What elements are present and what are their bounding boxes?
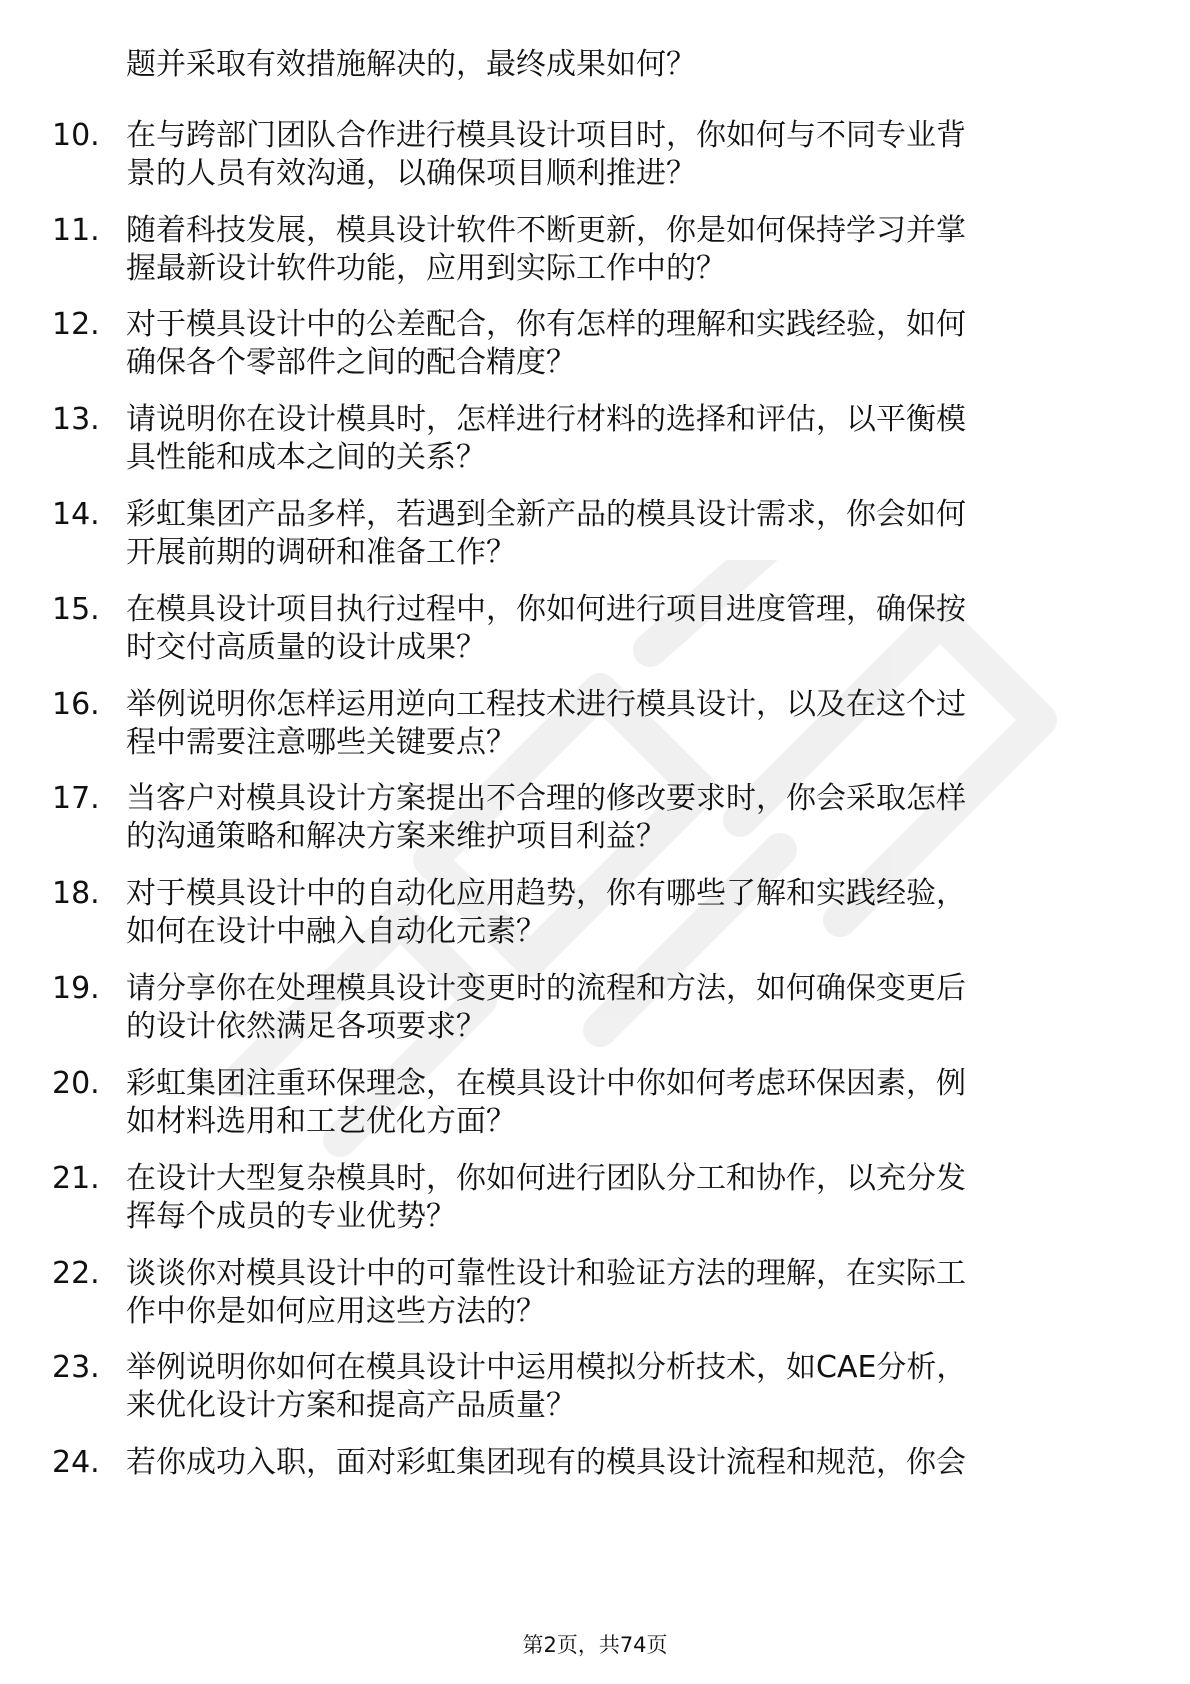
item-text-line: 彩虹集团产品多样，若遇到全新产品的模具设计需求，你会如何	[126, 497, 966, 532]
item-text-line: 在与跨部门团队合作进行模具设计项目时，你如何与不同专业背	[126, 118, 966, 153]
list-item	[0, 778, 1190, 864]
list-item	[0, 115, 1190, 201]
item-number: 17.	[52, 781, 100, 816]
list-item	[0, 589, 1190, 675]
list-item	[0, 494, 1190, 580]
list-item	[0, 1063, 1190, 1149]
list-item	[0, 44, 1190, 92]
item-text-line: 握最新设计软件功能，应用到实际工作中的？	[126, 251, 726, 286]
item-number: 24.	[52, 1445, 100, 1480]
item-number: 13.	[52, 402, 100, 437]
item-number: 21.	[52, 1161, 100, 1196]
item-text-line: 当客户对模具设计方案提出不合理的修改要求时，你会采取怎样	[126, 781, 966, 816]
item-text-line: 请分享你在处理模具设计变更时的流程和方法，如何确保变更后	[126, 971, 966, 1006]
item-text-line: 请说明你在设计模具时，怎样进行材料的选择和评估，以平衡模	[126, 402, 966, 437]
item-text-line: 题并采取有效措施解决的，最终成果如何？	[126, 47, 696, 82]
list-item	[0, 873, 1190, 959]
item-text-line: 确保各个零部件之间的配合精度？	[126, 345, 576, 380]
item-text-line: 谈谈你对模具设计中的可靠性设计和验证方法的理解，在实际工	[126, 1256, 966, 1291]
page-footer: 第2页，共74页	[522, 1633, 668, 1657]
item-text-line: 彩虹集团注重环保理念，在模具设计中你如何考虑环保因素，例	[126, 1066, 966, 1101]
item-text-line: 随着科技发展，模具设计软件不断更新，你是如何保持学习并掌	[126, 213, 966, 248]
item-text-line: 的沟通策略和解决方案来维护项目利益？	[126, 819, 666, 854]
item-text-line: 挥每个成员的专业优势？	[126, 1199, 456, 1234]
item-number: 10.	[52, 118, 100, 153]
item-text-line: 作中你是如何应用这些方法的？	[126, 1294, 546, 1329]
item-number: 14.	[52, 497, 100, 532]
item-text-line: 对于模具设计中的公差配合，你有怎样的理解和实践经验，如何	[126, 307, 966, 342]
item-number: 11.	[52, 213, 100, 248]
item-number: 16.	[52, 687, 100, 722]
item-text-line: 的设计依然满足各项要求？	[126, 1009, 486, 1044]
item-text-line: 开展前期的调研和准备工作？	[126, 535, 516, 570]
item-number: 18.	[52, 876, 100, 911]
item-text-line: 举例说明你怎样运用逆向工程技术进行模具设计，以及在这个过	[126, 687, 966, 722]
list-item	[0, 1442, 1190, 1490]
item-text-line: 如材料选用和工艺优化方面？	[126, 1104, 516, 1139]
item-text-line: 如何在设计中融入自动化元素？	[126, 914, 546, 949]
item-text-line: 在模具设计项目执行过程中，你如何进行项目进度管理，确保按	[126, 592, 966, 627]
item-number: 12.	[52, 307, 100, 342]
item-text-line: 在设计大型复杂模具时，你如何进行团队分工和协作，以充分发	[126, 1161, 966, 1196]
item-text-line: 来优化设计方案和提高产品质量？	[126, 1388, 576, 1423]
item-text-line: 程中需要注意哪些关键要点？	[126, 725, 516, 760]
item-number: 20.	[52, 1066, 100, 1101]
item-text-line: 景的人员有效沟通，以确保项目顺利推进？	[126, 156, 696, 191]
item-text-line: 举例说明你如何在模具设计中运用模拟分析技术，如CAE分析，	[126, 1350, 967, 1385]
list-item	[0, 684, 1190, 770]
list-item	[0, 1347, 1190, 1433]
list-item	[0, 304, 1190, 390]
item-text-line: 若你成功入职，面对彩虹集团现有的模具设计流程和规范，你会	[126, 1445, 966, 1480]
item-number: 23.	[52, 1350, 100, 1385]
list-item	[0, 1253, 1190, 1339]
item-text-line: 具性能和成本之间的关系？	[126, 440, 486, 475]
item-number: 22.	[52, 1256, 100, 1291]
list-item	[0, 210, 1190, 296]
item-text-line: 对于模具设计中的自动化应用趋势，你有哪些了解和实践经验，	[126, 876, 966, 911]
list-item	[0, 968, 1190, 1054]
list-item	[0, 1158, 1190, 1244]
item-number: 15.	[52, 592, 100, 627]
item-number: 19.	[52, 971, 100, 1006]
list-item	[0, 399, 1190, 485]
item-text-line: 时交付高质量的设计成果？	[126, 630, 486, 665]
